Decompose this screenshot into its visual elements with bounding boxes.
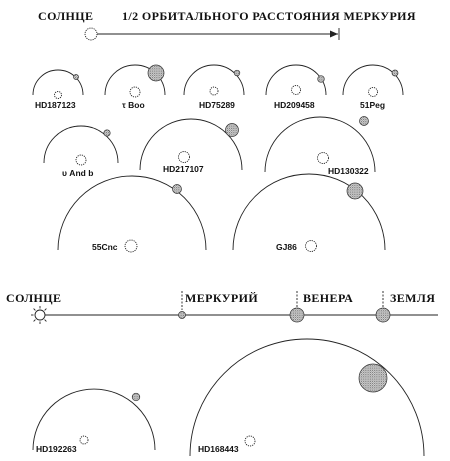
system-hd217107	[140, 119, 242, 174]
planet-icon	[318, 76, 325, 83]
system-hd192263	[33, 389, 155, 454]
planet-icon	[148, 65, 164, 81]
system-label: HD209458	[274, 100, 315, 110]
system-ups-and-b	[44, 126, 118, 178]
system-tau-boo	[105, 65, 165, 110]
scale-arrow-head-icon	[330, 31, 338, 38]
system-hd130322	[265, 117, 375, 177]
planet-icon	[347, 183, 363, 199]
planet-icon	[226, 124, 239, 137]
planet-icon	[359, 364, 387, 392]
planet-icon	[392, 70, 398, 76]
planet-icon	[74, 75, 79, 80]
planet-icon	[234, 70, 240, 76]
solar-earth-label: ЗЕМЛЯ	[390, 291, 436, 305]
header-sun-icon	[85, 28, 97, 40]
orbit-arc	[190, 339, 424, 456]
system-label: HD75289	[199, 100, 235, 110]
star-icon	[179, 152, 190, 163]
system-label: HD187123	[35, 100, 76, 110]
system-label: HD130322	[328, 166, 369, 176]
system-hd187123	[33, 70, 83, 110]
solar-venus-label: ВЕНЕРА	[303, 291, 354, 305]
star-icon	[76, 155, 86, 165]
system-label: HD168443	[198, 444, 239, 454]
system-gj86	[233, 174, 385, 252]
star-icon	[80, 436, 88, 444]
planet-icon	[360, 117, 369, 126]
system-hd209458	[266, 65, 326, 110]
solar-mercury-label: МЕРКУРИЙ	[185, 291, 259, 305]
planet-icon	[173, 185, 182, 194]
solar-sun-label: СОЛНЦЕ	[6, 291, 62, 305]
system-label: HD192263	[36, 444, 77, 454]
star-icon	[210, 87, 218, 95]
system-label: 55Cnc	[92, 242, 118, 252]
orbit-arc	[233, 174, 385, 250]
system-label: υ And b	[62, 168, 94, 178]
system-hd168443	[190, 339, 424, 456]
star-icon	[55, 92, 62, 99]
header-sun-label: СОЛНЦЕ	[38, 9, 94, 23]
planet-icon	[132, 393, 140, 401]
system-label: GJ86	[276, 242, 297, 252]
system-55cnc	[58, 176, 206, 252]
star-icon	[245, 436, 255, 446]
star-icon	[292, 86, 301, 95]
system-label: τ Boo	[122, 100, 145, 110]
planet-icon	[104, 130, 110, 136]
system-51peg	[343, 65, 403, 110]
star-icon	[306, 241, 317, 252]
venus-icon	[290, 308, 304, 322]
header-scale-label: 1/2 ОРБИТАЛЬНОГО РАССТОЯНИЯ МЕРКУРИЯ	[122, 9, 416, 23]
scale-header	[38, 9, 416, 40]
system-label: HD217107	[163, 164, 204, 174]
mercury-icon	[179, 312, 186, 319]
star-icon	[369, 88, 378, 97]
solar-system-scale	[6, 291, 438, 324]
star-icon	[125, 240, 137, 252]
star-icon	[318, 153, 329, 164]
star-icon	[130, 87, 140, 97]
system-label: 51Peg	[360, 100, 386, 110]
earth-icon	[376, 308, 390, 322]
orbit-arc	[265, 117, 375, 172]
orbit-arc	[58, 176, 206, 250]
system-hd75289	[184, 65, 244, 110]
